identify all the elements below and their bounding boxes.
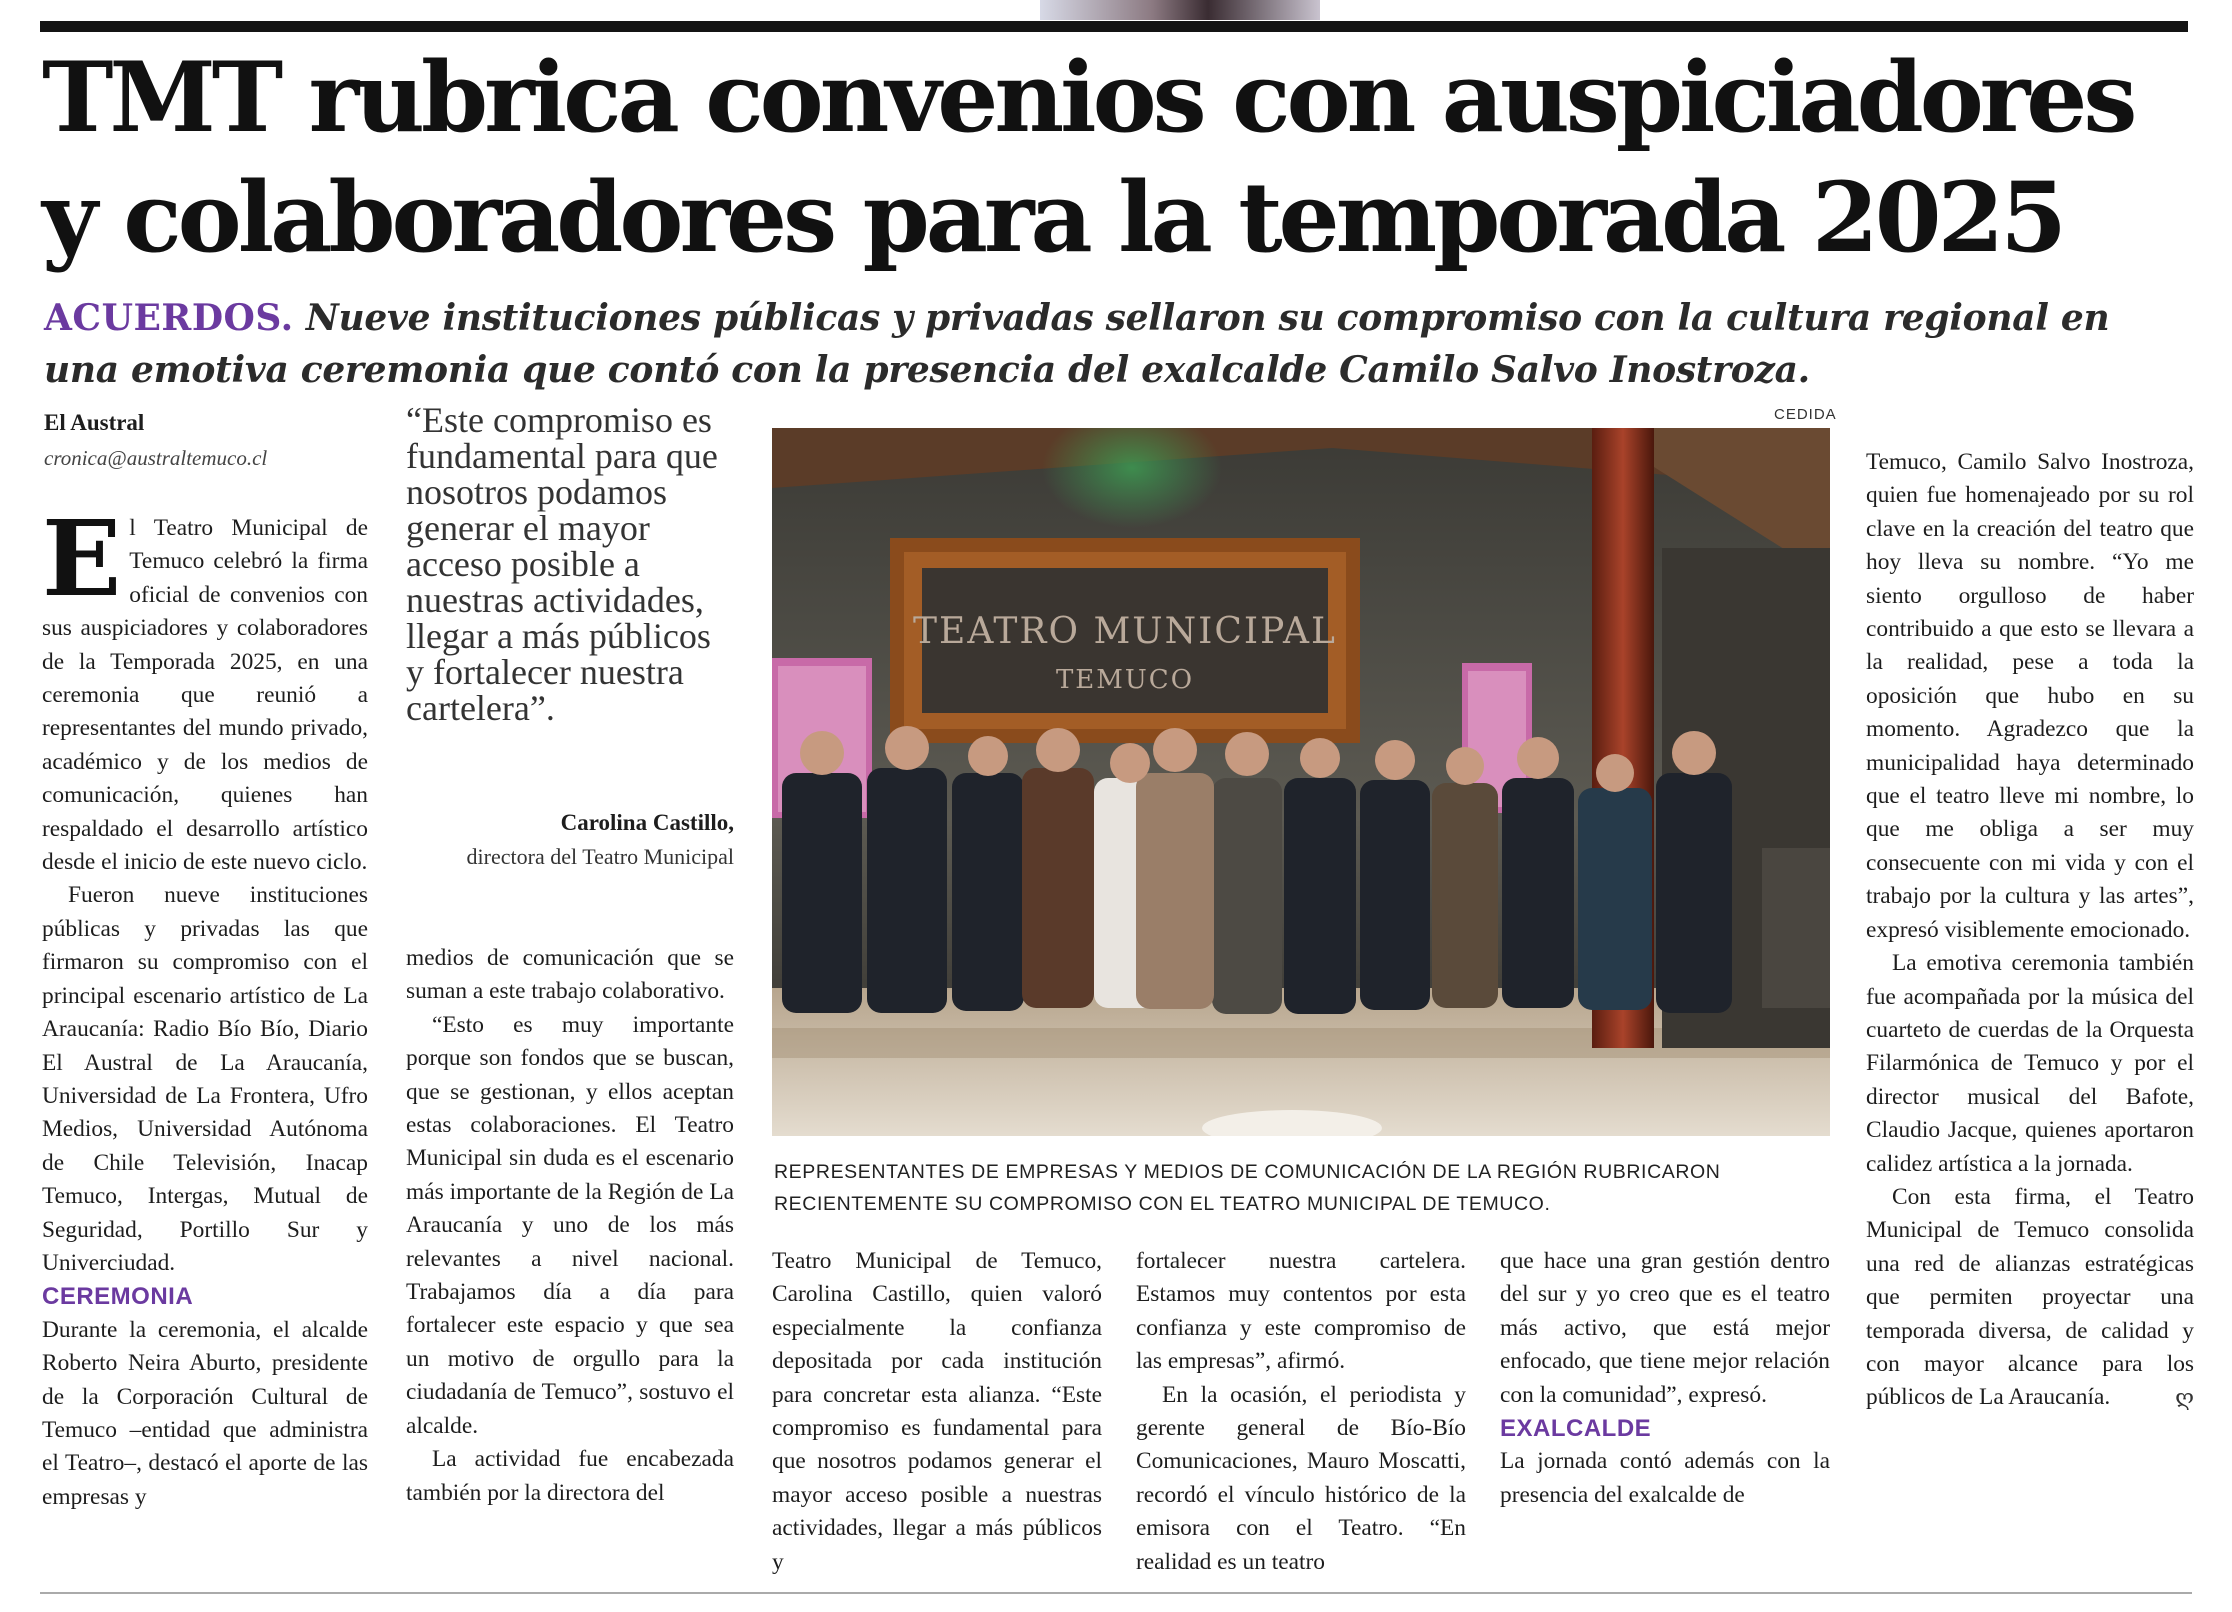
- pull-quote-role: directora del Teatro Municipal: [466, 844, 734, 869]
- pull-quote: “Este compromiso es fundamental para que nosotros podamos generar el mayor acceso posible a nuestras actividades, llegar a más públicos y fortalecer nuestra cartelera”.: [406, 400, 718, 728]
- column-3: [772, 1245, 1102, 1579]
- headline: TMT rubrica convenios con auspiciadores y colaboradores para la temporada 2025: [42, 41, 2134, 274]
- byline: El Austral: [44, 410, 145, 435]
- paragraph: La actividad fue encabezada también por la directora del: [406, 1446, 734, 1506]
- paragraph: Teatro Municipal de Temuco, Carolina Castillo, quien valoró especialmente la confianza depositada por cada institución para concretar esta alianza. “Este compromiso es fundamental para que nosotros podamos generar el mayor acceso posible a nuestras actividades, llegar a más públicos y: [772, 1248, 1102, 1575]
- photo-caption: REPRESENTANTES DE EMPRESAS Y MEDIOS DE COMUNICACIÓN DE LA REGIÓN RUBRICARON RECIENTEMENTE SU COMPROMISO CON EL TEATRO MUNICIPAL DE TEMUCO.: [774, 1161, 1721, 1215]
- top-rule: [40, 21, 2188, 32]
- column-5: [1500, 1245, 1830, 1512]
- paragraph: Temuco, Camilo Salvo Inostroza, quien fue homenajeado por su rol clave en la creación del teatro que hoy lleva su nombre. “Yo me siento orgulloso de haber contribuido a que esto se llevara a la realidad, pese a toda la oposición que hubo en su momento. Agradezco que la municipalidad haya determinado que el teatro lleve mi nombre, lo que me obliga a ser muy consecuente con mi vida y con el trabajo por la cultura y las artes”, expresó visiblemente emocionado.: [1866, 449, 2194, 943]
- deck: [44, 292, 2194, 396]
- event-photo: [772, 428, 1830, 1136]
- column-2: [406, 942, 734, 1510]
- paragraph: que hace una gran gestión dentro del sur y yo creo que es el teatro más activo, que está mejor enfocado, que tiene mejor relación con la comunidad”, expresó.: [1500, 1248, 1830, 1408]
- author-email: cronica@australtemuco.cl: [44, 446, 268, 470]
- paragraph: Durante la ceremonia, el alcalde Roberto Neira Aburto, presidente de la Corporación Cultural de Temuco –entidad que administra el Teatro–, destacó el aporte de las empresas y: [42, 1316, 368, 1510]
- paragraph: “Esto es muy importante porque son fondos que se buscan, que se gestionan, y ellos aceptan estas colaboraciones. El Teatro Municipal sin duda es el escenario más importante de la Región de La Araucanía y uno de los más relevantes a nivel nacional. Trabajamos día a día para fortalecer este espacio y que sea un motivo de orgullo para la ciudadanía de Temuco”, sostuvo el alcalde.: [406, 1011, 734, 1439]
- subhead-exalcalde: EXALCALDE: [1500, 1415, 1652, 1443]
- top-image-fragment: [1040, 0, 1320, 20]
- pull-quote-author: Carolina Castillo,: [560, 810, 734, 835]
- paragraph: El Teatro Municipal de Temuco celebró la firma oficial de convenios con sus auspiciadores y colaboradores de la Temporada 2025, en una ceremonia que reunió a representantes del mundo privado, académico y de los medios de comunicación, quienes han respaldado el desarrollo artístico desde el inicio de este nuevo ciclo.: [42, 497, 368, 876]
- photo-credit: CEDIDA: [1774, 406, 1837, 423]
- column-4: [1136, 1245, 1466, 1579]
- column-1: [42, 497, 368, 1514]
- sign-line-2: TEMUCO: [1055, 665, 1195, 695]
- drop-cap: E: [42, 497, 122, 620]
- paragraph: En la ocasión, el periodista y gerente general de Bío-Bío Comunicaciones, Mauro Moscatti, recordó el vínculo histórico de la emisora con el Teatro. “En realidad es un teatro: [1136, 1381, 1466, 1575]
- paragraph: Con esta firma, el Teatro Municipal de Temuco consolida una red de alianzas estratégicas que permiten proyectar una temporada diversa, de calidad y con mayor alcance para los públicos de La Araucanía. ღ: [1866, 1181, 2194, 1415]
- deck-kicker: ACUERDOS.: [44, 297, 294, 339]
- subhead-ceremonia: CEREMONIA: [42, 1283, 194, 1311]
- deck-text: Nueve instituciones públicas y privadas sellaron su compromiso con la cultura regional en una emotiva ceremonia que contó con la presencia del exalcalde Camilo Salvo Inostroza.: [44, 297, 2110, 391]
- column-6: [1866, 446, 2194, 1415]
- paragraph: Fueron nueve instituciones públicas y privadas las que firmaron su compromiso con el principal escenario artístico de La Araucanía: Radio Bío Bío, Diario El Austral de La Araucanía, Universidad de La Frontera, Ufro Medios, Universidad Autónoma de Chile Televisión, Inacap Temuco, Intergas, Mutual de Seguridad, Portillo Sur y Univerciudad.: [42, 882, 368, 1276]
- bottom-rule: [40, 1592, 2192, 1594]
- sign-line-1: TEATRO MUNICIPAL: [913, 611, 1337, 652]
- end-mark-icon: ღ: [2175, 1385, 2194, 1411]
- paragraph: fortalecer nuestra cartelera. Estamos muy contentos por esta confianza y este compromiso de las empresas”, afirmó.: [1136, 1248, 1466, 1375]
- paragraph: La jornada contó además con la presencia del exalcalde de: [1500, 1448, 1830, 1508]
- paragraph: La emotiva ceremonia también fue acompañada por la música del cuarteto de cuerdas de la Orquesta Filarmónica de Temuco y por el director musical del Bafote, Claudio Jacque, quienes aportaron calidez artística a la jornada.: [1866, 950, 2194, 1177]
- paragraph: medios de comunicación que se suman a este trabajo colaborativo.: [406, 945, 734, 1005]
